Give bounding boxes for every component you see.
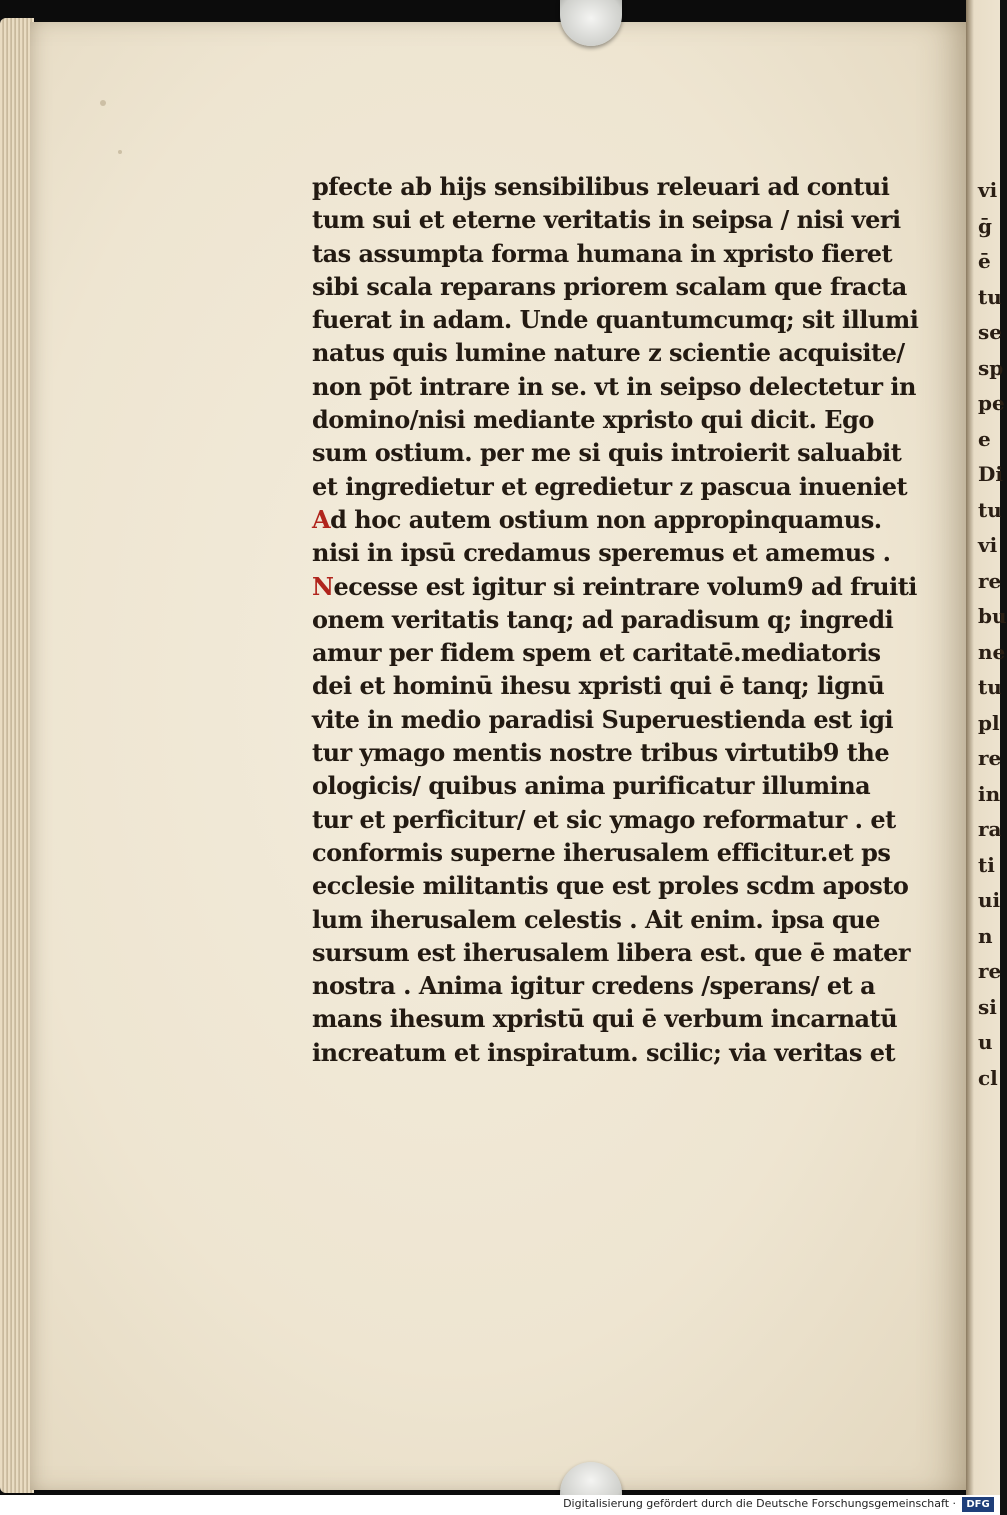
text-line: [312, 736, 890, 769]
facing-page-fragment: vi: [978, 533, 998, 557]
rubricated-initial: N: [312, 571, 334, 601]
line-text: nisi in ipsū credamus speremus et amemus .: [312, 538, 891, 568]
text-line: [312, 903, 880, 936]
paper-speck: [100, 100, 106, 106]
dfg-logo: DFG: [962, 1497, 994, 1512]
text-line: [312, 470, 908, 503]
text-line: [312, 603, 894, 636]
line-text: sursum est iherusalem libera est. que ē mater: [312, 937, 911, 967]
text-line: [312, 803, 896, 836]
line-text: tur ymago mentis nostre tribus virtutib9 the: [312, 738, 890, 768]
page-text-block: [312, 170, 919, 1069]
text-line: [312, 503, 882, 536]
facing-page-fragment: ne: [978, 639, 1006, 664]
line-text: vite in medio paradisi Superuestienda est igi: [312, 704, 894, 734]
text-line: [312, 570, 917, 603]
text-line: [312, 1002, 898, 1035]
line-text: lum iherusalem celestis . Ait enim. ipsa que: [312, 904, 880, 934]
text-line: [312, 936, 911, 969]
line-text: amur per fidem spem et caritatē.mediatoris: [312, 638, 881, 668]
line-text: natus quis lumine nature z scientie acquisite/: [312, 338, 905, 368]
line-text: sibi scala reparans priorem scalam que fracta: [312, 271, 907, 301]
text-line: [312, 203, 901, 236]
text-line: [312, 869, 909, 902]
text-line: [312, 237, 893, 270]
facing-page-fragment: bu: [978, 604, 1007, 628]
facing-page-fragment: cl: [978, 1065, 998, 1090]
text-line: [312, 403, 872, 436]
text-line: [312, 370, 916, 403]
facing-page-fragment: e: [978, 426, 991, 451]
text-line: [312, 836, 891, 869]
rubricated-initial: A: [312, 504, 331, 534]
line-text: sum ostium. per me si quis introierit saluabit: [312, 438, 902, 468]
line-text: conformis superne iherusalem efficitur.et ps: [312, 837, 891, 867]
facing-page-fragment: sp: [978, 355, 1004, 380]
text-line: [312, 336, 905, 369]
text-line: [312, 170, 890, 203]
text-line: [312, 1036, 896, 1069]
line-text: nostra . Anima igitur credens /sperans/ et a: [312, 971, 876, 1001]
line-text: pfecte ab hijs sensibilibus releuari ad contui: [312, 172, 890, 201]
facing-page-fragment: vi: [978, 178, 998, 202]
facing-page-fragment: ra: [978, 817, 1002, 841]
facing-page-fragment: ḡ: [978, 213, 992, 238]
text-line: [312, 969, 876, 1002]
line-text: domino/nisi mediante xpristo qui dicit. Ego: [312, 405, 874, 435]
text-line: [312, 536, 891, 569]
line-text: dei et hominū ihesu xpristi qui ē tanq; lignū: [312, 671, 885, 701]
facing-page-fragment: pl: [978, 710, 1000, 735]
text-line: [312, 669, 885, 702]
line-text: tas assumpta forma humana in xpristo fieret: [312, 238, 893, 268]
facing-page-fragment: pe: [978, 391, 1005, 415]
facing-page-fragment: Di: [978, 462, 1003, 486]
line-text: ecclesie militantis que est proles scdm aposto: [312, 871, 909, 901]
footer-bar: [0, 1495, 1000, 1515]
facing-page-fragment: tu: [978, 675, 1002, 699]
facing-page-fragment: re: [978, 959, 1002, 983]
line-text: d hoc autem ostium non appropinquamus.: [330, 504, 882, 534]
line-text: onem veritatis tanq; ad paradisum q; ingredi: [312, 604, 894, 634]
paper-speck: [118, 150, 122, 154]
text-line: [312, 270, 907, 303]
line-text: ologicis/ quibus anima purificatur illumina: [312, 771, 871, 801]
line-text: tum sui et eterne veritatis in seipsa / nisi veri: [312, 205, 901, 235]
text-line: [312, 703, 894, 736]
facing-page-fragment: se: [978, 320, 1002, 344]
facing-page-fragment: ē: [978, 249, 991, 273]
line-text: ecesse est igitur si reintrare volum9 ad fruiti: [333, 571, 917, 601]
facing-page-fragment: ti: [978, 852, 995, 877]
line-text: fuerat in adam. Unde quantumcumq; sit illumi: [312, 305, 919, 335]
text-line: [312, 636, 881, 669]
facing-page-fragment: ui: [978, 888, 1001, 912]
funding-credit: Digitalisierung gefördert durch die Deutsche Forschungsgemeinschaft ·: [563, 1497, 956, 1510]
facing-page-fragment: si: [978, 994, 997, 1019]
line-text: mans ihesum xpristū qui ē verbum incarnatū: [312, 1004, 898, 1034]
facing-page-fragment: n: [978, 923, 993, 948]
text-line: [312, 436, 902, 469]
facing-page-fragment: re: [978, 568, 1002, 593]
text-line: [312, 303, 919, 336]
line-text: non pōt intrare in se. vt in seipso delectetur in: [312, 371, 916, 401]
facing-page-fragment: u: [978, 1030, 993, 1054]
line-text: et ingredietur et egredietur z pascua inueniet: [312, 471, 908, 501]
facing-page-fragment: re: [978, 746, 1002, 770]
facing-page-fragment: tu: [978, 284, 1002, 309]
facing-page-edge: [966, 0, 1007, 1495]
line-text: increatum et inspiratum. scilic; via veritas et: [312, 1037, 896, 1067]
facing-page-fragment: in: [978, 781, 1001, 806]
facing-page-fragment: tu: [978, 497, 1002, 522]
text-line: [312, 769, 872, 802]
book-page-edges: [0, 18, 34, 1493]
line-text: tur et perficitur/ et sic ymago reformatur . et: [312, 804, 896, 834]
